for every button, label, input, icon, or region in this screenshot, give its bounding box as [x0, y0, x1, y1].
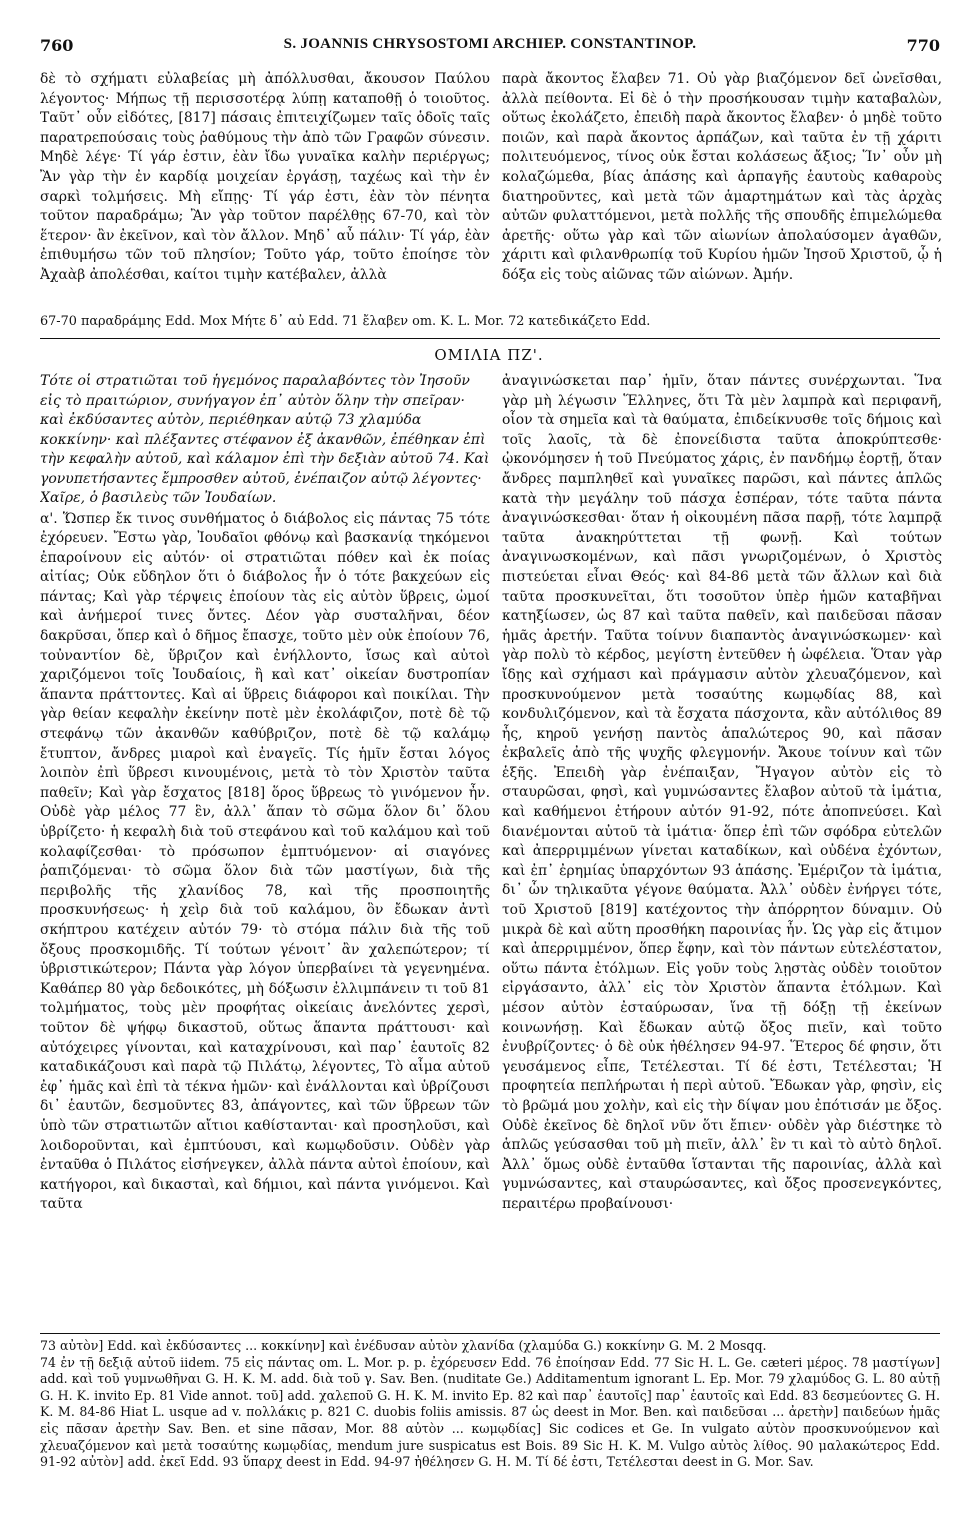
- page-header: [40, 36, 940, 60]
- top-right-text: παρὰ ἄκοντος ἔλαβεν 71. Οὐ γὰρ βιαζόμενον δεῖ ὠνεῖσθαι, ἀλλὰ πείθοντα. Εἰ δὲ ὁ τὴν προσήκουσαν τιμὴν καταβαλὼν, οὕτως ἐκολάζετο, ἐπειδὴ παρὰ ἄκοντος ἔλαβεν· ὁ μηδὲ τοῦτο ποιῶν, καὶ παρὰ ἄκοντος ἁρπάζων, καὶ ταῦτα ἐν τῇ χάριτι πολιτευόμενος, τίνος οὐκ ἔσται κολάσεως ἄξιος; Ἵν᾽ οὖν μὴ κολαζώμεθα, βίας ἁπάσης καὶ ἁρπαγῆς ἑαυτοὺς καθαροὺς διατηροῦντες, καὶ μετὰ τῶν ἁμαρτημάτων καὶ τὰς ἀρχὰς αὐτῶν φυλαττόμενοι, μετὰ πολλῆς τῆς σπουδῆς ἐπιμελώμεθα ἀρετῆς· οὕτω γὰρ καὶ τῶν αἰωνίων ἀπολαύσομεν ἀγαθῶν, χάριτι καὶ φιλανθρωπίᾳ τοῦ Κυρίου ἡμῶν Ἰησοῦ Χριστοῦ, ᾧ ἡ δόξα εἰς τοὺς αἰῶνας τῶν αἰώνων. Ἀμήν.: [502, 71, 942, 283]
- footnote-paragraph: 74 ἐν τῇ δεξιᾷ αὐτοῦ iidem. 75 εἰς πάντας om. L. Mor. p. p. ἐχόρευσεν Edd. 76 ἐποίησαν Edd. 77 Sic H. L. Ge. cæteri μέρος. 78 μαστίγων] add. καὶ τοῦ γυμνωθῆναι G. H. K. M. add. διὰ τοῦ γ. Sav. Ben. (nuditate Ge.) Additamentum ignorant L. Ep. Mor. 79 χλαμύδος G. L. 80 αὐτῇ G. H. K. invito Ep. 81 Vide annot. τοῦ] add. χαλεποῦ G. H. K. M. invito Ep. 82 καὶ παρ᾽ ἑαυτοῖς] παρ᾽ ἑαυτοῖς καὶ Edd. 83 δεσμεύοντες G. H. K. M. 84-86 Hiat L. usque ad v. πολλάκις p. 821 C. duobis foliis amissis. 87 ὡς deest in Mor. Ben. καὶ παιδεῦσαι ... ἀρετὴν] παιδεύων ἡμᾶς εἰς πᾶσαν ἀρετὴν Sav. Ben. et sine πᾶσαν, Mor. 88 αὐτὸν ... κωμῳδίας] Sic codices et Ge. In vulgato αὐτὸν προσκυνούμενον καὶ χλευαζόμενον καὶ μετὰ τοσαύτης κωμῳδίας, mendum jure suspicatus est Bois. 89 Sic H. K. M. Vulgo αὐτὸς λίθος. 90 μαλακώτερος Edd. 91-92 αὐτὸν] add. ἐκεῖ Edd. 93 ὕπαρχ deest in Edd. 94-97 ἠθέλησεν G. H. M. Τί δέ ἐστι, Τετέλεσται deest in G. Mor. Sav.: [40, 1354, 940, 1470]
- homily-title: ΟΜΙΛΙΑ ΠΖ'.: [434, 346, 544, 364]
- page-number-right: 770: [906, 36, 940, 55]
- footnotes-block: [40, 1338, 940, 1526]
- top-left-column: [40, 70, 490, 314]
- main-left-text: α'. Ὥσπερ ἔκ τινος συνθήματος ὁ διάβολος εἰς πάντας 75 τότε ἐχόρευεν. Ἔστω γὰρ, Ἰουδαῖοι φθόνῳ καὶ βασκανίᾳ τηκόμενοι ἐπαροίνουν εἰς αὐτόν· οἱ στρατιῶται πόθεν καὶ ἐκ ποίας αἰτίας; Οὐκ εὔδηλον ὅτι ὁ διάβολος ἦν ὁ τότε βακχεύων εἰς πάντας; Καὶ γὰρ τέρψεις ἐποίουν τὰς εἰς αὐτὸν ὕβρεις, ὠμοί καὶ ἀνήμεροί τινες ὄντες. Δέον γὰρ συσταλῆναι, δέον δακρῦσαι, ὅπερ καὶ ὁ δῆμος ἔπασχε, τοῦτο μὲν οὐκ ἐποίουν 76, τοὐναντίον δὲ, ὕβριζον καὶ ἐνήλλοντο, ἴσως καὶ αὐτοὶ χαριζόμενοι τοῖς Ἰουδαίοις, ἢ καὶ κατ᾽ οἰκείαν δυστροπίαν ἅπαντα πράττοντες. Καὶ αἱ ὕβρεις διάφοροι καὶ ποικίλαι. Τὴν γὰρ θείαν κεφαλὴν ἐκείνην ποτὲ μὲν ἐκολάφιζον, ποτὲ δὲ τῷ στεφάνῳ τῶν ἀκανθῶν καθύβριζον, ποτὲ δὲ τῷ καλάμῳ ἔτυπτον, ἄνδρες μιαροὶ καὶ ἐναγεῖς. Τίς ἡμῖν ἔσται λόγος λοιπὸν ἐπὶ ὕβρεσι κινουμένοις, μετὰ τὸ τὸν Χριστὸν ταῦτα παθεῖν; Καὶ γὰρ ἔσχατος [818] ὅρος ὕβρεως τὸ γινόμενον ἦν. Οὐδὲ γὰρ μέλος 77 ἓν, ἀλλ᾽ ἅπαν τὸ σῶμα ὅλον δι᾽ ὅλου ὑβρίζετο· ἡ κεφαλὴ διὰ τοῦ στεφάνου καὶ τοῦ καλάμου καὶ τοῦ κολαφίζεσθαι· τὸ πρόσωπον ἐμπτυόμενον· αἱ σιαγόνες ῥαπιζόμεναι· τὸ σῶμα ὅλον διὰ τῶν μαστίγων, διὰ τῆς περιβολῆς τῆς χλανίδος 78, καὶ τῆς προσποιητῆς προσκυνήσεως· ἡ χεὶρ διὰ τοῦ καλάμου, ὃν ἔδωκαν ἀντὶ σκήπτρου κατέχειν αὐτόν 79· τὸ στόμα πάλιν διὰ τῆς τοῦ ὄξους προσκομιδῆς. Τί τούτων γένοιτ᾽ ἂν χαλεπώτερον; τί ὑβριστικώτερον; Πάντα γὰρ λόγον ὑπερβαίνει τὰ γεγενημένα. Καθάπερ 80 γὰρ δεδοικότες, μὴ δόξωσιν ἐλλιμπάνειν τι τοῦ 81 τολμήματος, τοὺς μὲν προφήτας οἰκείαις ἀνελόντες χερσὶ, τοῦτον δὲ ψήφῳ δικαστοῦ, οὕτως ἅπαντα πράττουσι· καὶ αὐτόχειρες γίνονται, καὶ καταχρίνουσι, καὶ παρ᾽ ἑαυτοῖς 82 καταδικάζουσι καὶ παρὰ τῷ Πιλάτῳ, λέγοντες, Τὸ αἷμα αὐτοῦ ἐφ᾽ ἡμᾶς καὶ ἐπὶ τὰ τέκνα ἡμῶν· καὶ ἐνάλλονται καὶ ὑβρίζουσι δι᾽ ἑαυτῶν, δεσμοῦντες 83, ἀπάγοντες, καὶ τῶν ὕβρεων τῶν ὑπὸ τῶν στρατιωτῶν αἴτιοι καθίστανται· καὶ προσηλοῦσι, καὶ λοιδοροῦνται, καὶ ἐμπτύουσι, καὶ κωμῳδοῦσιν. Οὐδὲν γὰρ ἐνταῦθα ὁ Πιλάτος εἰσήνεγκεν, ἀλλὰ πάντα αὐτοὶ ἐποίουν, καὶ κατήγοροι, καὶ δικασταὶ, καὶ δήμιοι, καὶ πάντα γινόμενοι. Καὶ ταῦτα: [40, 510, 490, 1213]
- top-apparatus-line: 67-70 παραδράμης Edd. Mox Μήτε δ᾽ αὖ Edd. 71 ἔλαβεν om. K. L. Mor. 72 κατεδικάζετο Edd.: [40, 314, 651, 329]
- section-divider: [40, 338, 940, 339]
- footnote-paragraph: 73 αὐτὸν] Edd. καὶ ἐκδύσαντες ... κοκκίνην] καὶ ἐνέδυσαν αὐτὸν χλανίδα (χλαμύδα G.) κοκκίνην G. M. 2 Mosqq.: [40, 1338, 767, 1353]
- main-right-text: ἀναγινώσκεται παρ᾽ ἡμῖν, ὅταν πάντες συνέρχωνται. Ἵνα γὰρ μὴ λέγωσιν Ἕλληνες, ὅτι Τὰ μὲν λαμπρὰ καὶ περιφανῆ, οἷον τὰ σημεῖα καὶ τὰ θαύματα, ἐπιδείκνυσθε τοῖς δήμοις καὶ τοῖς λαοῖς, τὰ δὲ ἐπονείδιστα ταῦτα ἀποκρύπτεσθε· ᾠκονόμησεν ἡ τοῦ Πνεύματος χάρις, ἐν πανδήμῳ ἑορτῇ, ὅταν ἄνδρες παμπληθεῖ καὶ γυναῖκες παρῶσι, καὶ πάντες ἁπλῶς κατὰ τὴν μεγάλην τοῦ πάσχα ἑσπέραν, τότε ταῦτα πάντα ἀναγινώσκεσθαι· ὅταν ἡ οἰκουμένη πᾶσα παρῇ, τότε λαμπρᾷ ταῦτα ἀνακηρύττεται τῇ φωνῇ. Καὶ τούτων ἀναγινωσκομένων, καὶ πᾶσι γνωριζομένων, ὁ Χριστὸς πιστεύεται εἶναι Θεός· καὶ 84-86 μετὰ τῶν ἄλλων καὶ διὰ ταῦτα προσκυνεῖται, ὅτι τοσοῦτον ὑπὲρ ἡμῶν καταβῆναι κατηξίωσεν, ὡς 87 καὶ ταῦτα παθεῖν, καὶ παιδεῦσαι πᾶσαν ἡμᾶς ἀρετήν. Ταῦτα τοίνυν διαπαντὸς ἀναγινώσκωμεν· καὶ γὰρ πολὺ τὸ κέρδος, μεγίστη ἐντεῦθεν ἡ ὠφέλεια. Ὅταν γὰρ ἴδῃς καὶ σχήμασι καὶ πράγμασιν αὐτὸν χλευαζόμενον, καὶ προσκυνούμενον μετὰ τοσαύτης κωμῳδίας 88, καὶ κονδυλιζόμενον, καὶ τὰ ἔσχατα πάσχοντα, κἂν αὐτόλιθος 89 ἧς, κηροῦ γενήσῃ παντὸς ἁπαλώτερος 90, καὶ πᾶσαν ἐκβαλεῖς ἀπὸ τῆς ψυχῆς φλεγμονήν. Ἄκουε τοίνυν καὶ τῶν ἑξῆς. Ἐπειδὴ γὰρ ἐνέπαιξαν, Ἤγαγον αὐτὸν εἰς τὸ σταυρῶσαι, φησὶ, καὶ γυμνώσαντες ἔλαβον αὐτοῦ τὰ ἱμάτια, καὶ καθήμενοι ἐτήρουν αὐτόν 91-92, πότε ἀποπνεύσει. Καὶ διανέμονται αὐτοῦ τὰ ἱμάτια· ὅπερ ἐπὶ τῶν σφόδρα εὐτελῶν καὶ ἀπερριμμένων γίνεται καταδίκων, καὶ οὐδένα ἐχόντων, καὶ ἐπ᾽ ἐρημίας ὑπαρχόντων 93 ἁπάσης. Ἐμέριζον τὰ ἱμάτια, δι᾽ ὧν τηλικαῦτα γέγονε θαύματα. Ἀλλ᾽ οὐδὲν ἐνήργει τότε, τοῦ Χριστοῦ [819] κατέχοντος τὴν ἀπόρρητον δύναμιν. Οὐ μικρὰ δὲ καὶ αὕτη προσθήκη παροινίας ἦν. Ὡς γὰρ εἰς ἄτιμον καὶ ἀπερριμμένον, ὅπερ ἔφην, καὶ τὸν πάντων εὐτελέστατον, οὕτω πάντα ἐτόλμων. Εἰς γοῦν τοὺς λῃστὰς οὐδὲν τοιοῦτον εἰργάσαντο, ἀλλ᾽ εἰς τὸν Χριστὸν ἅπαντα ἐτόλμων. Καὶ μέσον αὐτὸν ἐσταύρωσαν, ἵνα τῇ δόξῃ τῇ ἐκείνων κοινωνήσῃ. Καὶ ἔδωκαν αὐτῷ ὄξος πιεῖν, καὶ τοῦτο ἐνυβρίζοντες· ὁ δὲ οὐκ ἠθέλησεν 94-97. Ἕτερος δέ φησιν, ὅτι γευσάμενος εἶπε, Τετέλεσται. Τί δέ ἐστι, Τετέλεσται; Ἡ προφητεία πεπλήρωται ἡ περὶ αὐτοῦ. Ἔδωκαν γὰρ, φησὶν, εἰς τὸ βρῶμά μου χολὴν, καὶ εἰς τὴν δίψαν μου ἐπότισάν με ὄξος. Οὐδὲ ἐκεῖνος δὲ δηλοῖ νῦν ὅτι ἔπιεν· οὐδὲν γὰρ διέστηκε τὸ ἁπλῶς γεύσασθαι τοῦ μὴ πιεῖν, ἀλλ᾽ ἓν τι καὶ τὸ αὐτὸ δηλοῖ. Ἀλλ᾽ ὅμως οὐδὲ ἐνταῦθα ἵστανται τῆς παροινίας, ἀλλὰ καὶ γυμνώσαντες, καὶ σταυρώσαντες, καὶ ὄξος προσενεγκόντες, περαιτέρω προβαίνουσι·: [502, 373, 942, 1212]
- top-right-column: [502, 70, 942, 314]
- top-left-text: δὲ τὸ σχήματι εὐλαβείας μὴ ἀπόλλυσθαι, ἄκουσον Παύλου λέγοντος· Μήπως τῇ περισσοτέρᾳ λύπῃ καταποθῇ ὁ τοιοῦτος. Ταῦτ᾽ οὖν εἰδότες, [817] πάσαις ἐπιτειχίζωμεν ταῖς ὁδοῖς ταῖς παρατρεπούσαις τοὺς ῥαθύμους τὴν ἀπὸ τῶν Γραφῶν σύνεσιν. Μηδὲ λέγε· Τί γάρ ἐστιν, ἐὰν ἴδω γυναῖκα καλὴν περιέργως; Ἂν γὰρ τὴν ἐν καρδίᾳ μοιχείαν ἐργάσῃ, ταχέως καὶ τὴν ἐν σαρκὶ τολμήσεις. Μὴ εἴπῃς· Τί γάρ ἐστι, ἐὰν τὸν πένητα τοῦτον παραδράμω; Ἂν γὰρ τοῦτον παρέλθῃς 67-70, καὶ τὸν ἕτερον· ἂν ἐκεῖνον, καὶ τὸν ἄλλον. Μηδ᾽ αὖ πάλιν· Τί γάρ, ἐὰν ἐπιθυμήσω τῶν τοῦ πλησίον; Τοῦτο γάρ, τοῦτο ἐποίησε τὸν Ἀχαὰβ ἀπολέσθαι, καίτοι τιμὴν κατέβαλεν, ἀλλὰ: [40, 71, 490, 283]
- main-right-column: [502, 372, 942, 1327]
- scripture-lemma: Τότε οἱ στρατιῶται τοῦ ἡγεμόνος παραλαβόντες τὸν Ἰησοῦν εἰς τὸ πραιτώριον, συνήγαγον ἐπ᾽ αὐτὸν ὅλην τὴν σπεῖραν· καὶ ἐκδύσαντες αὐτὸν, περιέθηκαν αὐτῷ 73 χλαμύδα κοκκίνην· καὶ πλέξαντες στέφανον ἐξ ἀκανθῶν, ἐπέθηκαν ἐπὶ τὴν κεφαλὴν αὐτοῦ, καὶ κάλαμον ἐπὶ τὴν δεξιὰν αὐτοῦ 74. Καὶ γονυπετήσαντες ἔμπροσθεν αὐτοῦ, ἐνέπαιζον αὐτῷ λέγοντες· Χαῖρε, ὁ βασιλεὺς τῶν Ἰουδαίων.: [40, 373, 490, 506]
- running-head: S. JOANNIS CHRYSOSTOMI ARCHIEP. CONSTANTINOP.: [283, 36, 697, 52]
- main-left-column: [40, 372, 490, 1327]
- page-number-left: 760: [40, 36, 74, 55]
- footnote-divider: [40, 1333, 940, 1334]
